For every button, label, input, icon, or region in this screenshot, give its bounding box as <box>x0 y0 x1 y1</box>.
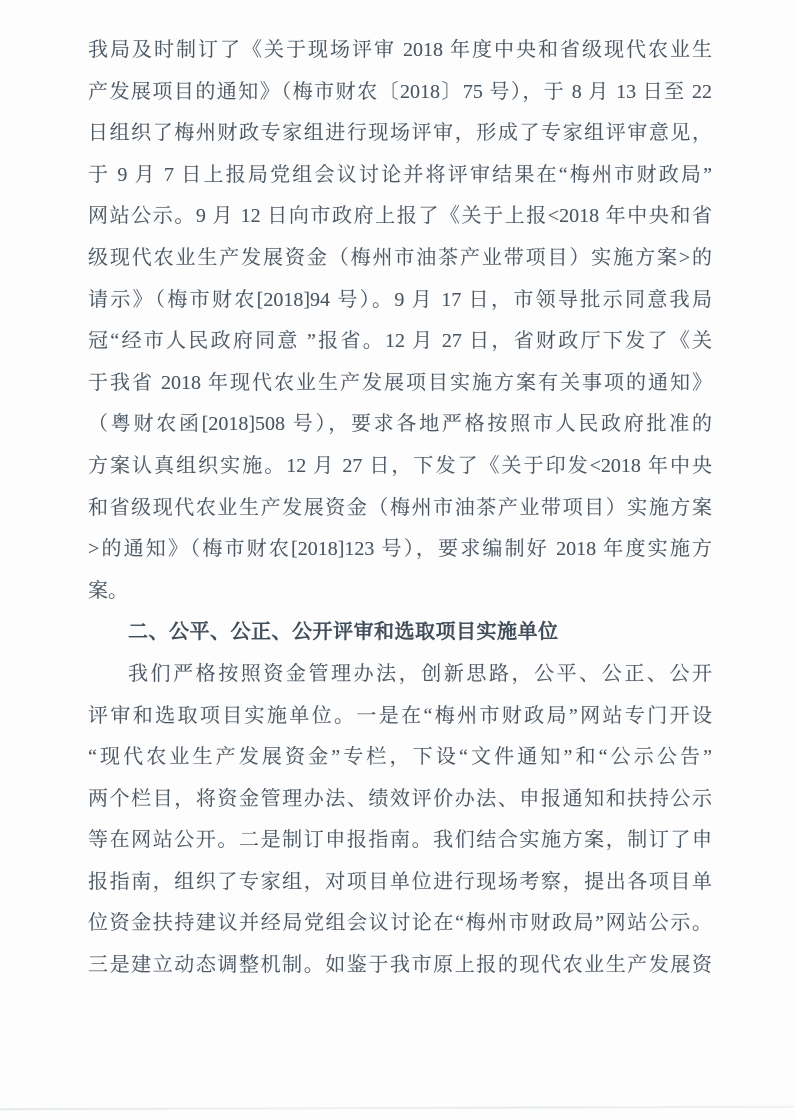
text-line: 我们严格按照资金管理办法，创新思路，公平、公正、公开 <box>128 662 712 685</box>
page-scan-edge <box>0 1106 794 1110</box>
text-line: 等在网站公开。二是制订申报指南。我们结合实施方案，制订了申 <box>88 829 712 852</box>
text-line: 方案认真组织实施。12 月 27 日，下发了《关于印发<2018 年中央 <box>88 454 712 477</box>
text-line: 于我省 2018 年现代农业生产发展项目实施方案有关事项的通知》 <box>88 371 712 394</box>
text-line: 日组织了梅州财政专家组进行现场评审，形成了专家组评审意见， <box>88 122 712 145</box>
text-line: >的通知》（梅市财农[2018]123 号），要求编制好 2018 年度实施方 <box>88 538 712 561</box>
text-line: 评审和选取项目实施单位。一是在“梅州市财政局”网站专门开设 <box>88 704 712 727</box>
text-line: 我局及时制订了《关于现场评审 2018 年度中央和省级现代农业生 <box>88 39 712 61</box>
text-line: 请示》（梅市财农[2018]94 号）。9 月 17 日，市领导批示同意我局 <box>88 288 712 311</box>
section-heading: 二、公平、公正、公开评审和选取项目实施单位 <box>128 621 559 644</box>
text-line: 报指南，组织了专家组，对项目单位进行现场考察，提出各项目单 <box>88 870 712 893</box>
text-line: 和省级现代农业生产发展资金（梅州市油茶产业带项目）实施方案 <box>88 496 712 519</box>
text-line: “现代农业生产发展资金”专栏，下设“文件通知”和“公示公告” <box>88 746 712 769</box>
text-line: 于 9 月 7 日上报局党组会议讨论并将评审结果在“梅州市财政局” <box>88 163 712 186</box>
text-line: （粤财农函[2018]508 号），要求各地严格按照市人民政府批准的 <box>88 413 712 436</box>
text-line: 三是建立动态调整机制。如鉴于我市原上报的现代农业生产发展资 <box>88 954 712 977</box>
text-line: 产发展项目的通知》（梅市财农〔2018〕75 号），于 8 月 13 日至 22 <box>88 80 712 103</box>
text-line: 两个栏目，将资金管理办法、绩效评价办法、申报通知和扶持公示 <box>88 787 712 810</box>
text-line: 冠“经市人民政府同意 ”报省。12 月 27 日，省财政厅下发了《关 <box>88 330 712 353</box>
text-line: 级现代农业生产发展资金（梅州市油茶产业带项目）实施方案>的 <box>88 246 712 269</box>
text-line: 位资金扶持建议并经局党组会议讨论在“梅州市财政局”网站公示。 <box>88 912 712 935</box>
text-line: 案。 <box>88 579 128 602</box>
document-text <box>88 30 712 987</box>
text-line: 网站公示。9 月 12 日向市政府上报了《关于上报<2018 年中央和省 <box>88 205 712 228</box>
